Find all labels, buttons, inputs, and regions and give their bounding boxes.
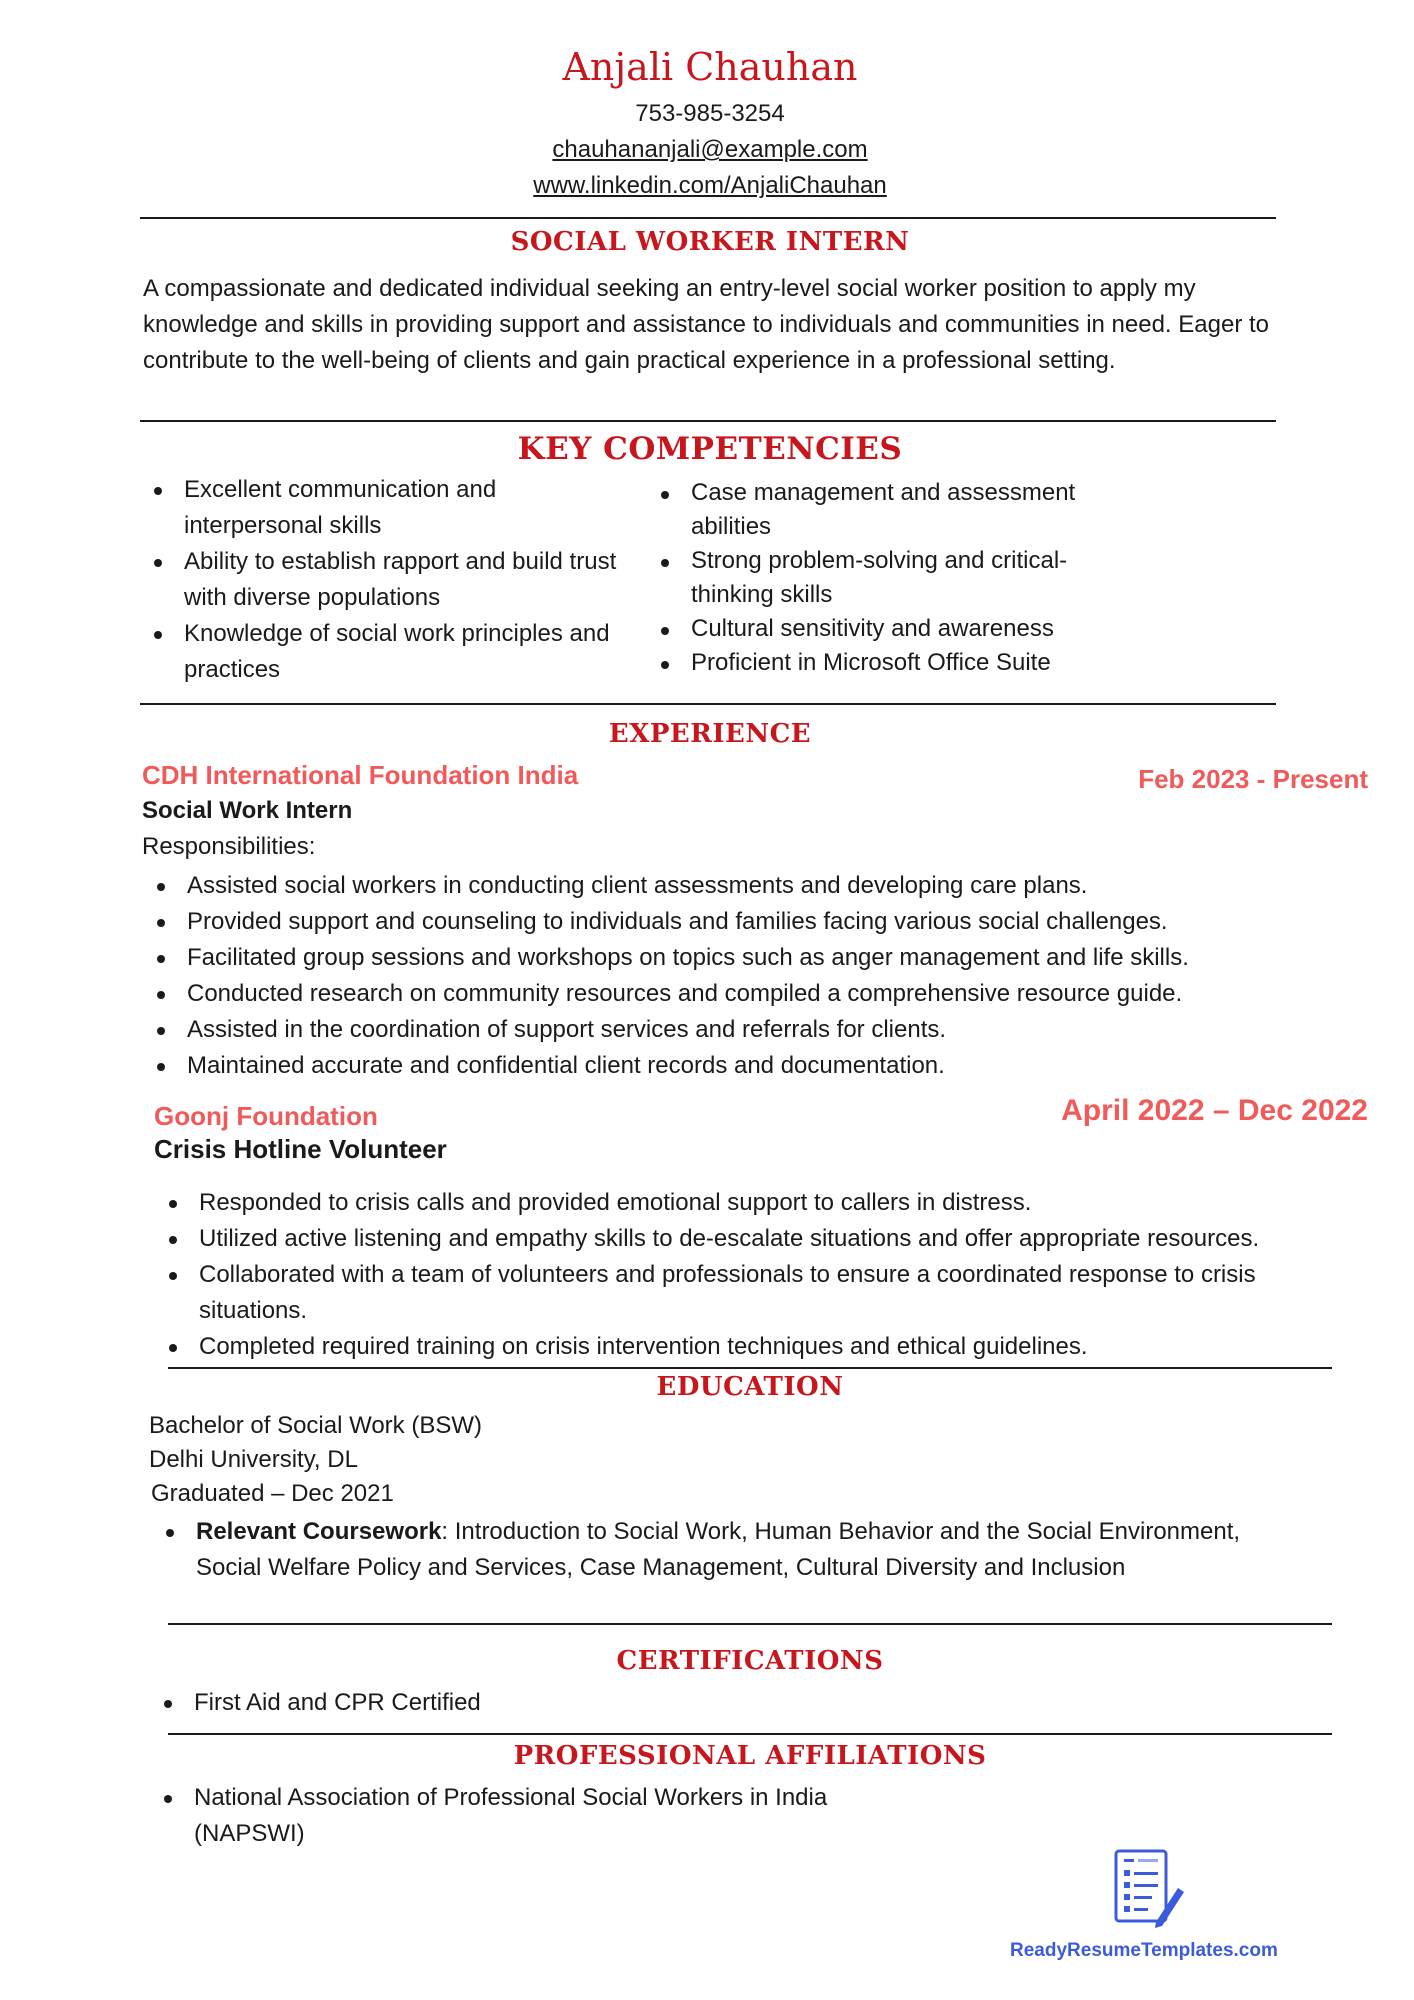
competencies-right-list xyxy=(647,476,1117,680)
list-item: Facilitated group sessions and workshops on topics such as anger management and life skills. xyxy=(143,940,1303,976)
competencies-title: KEY COMPETENCIES xyxy=(517,431,903,467)
job-org: Goonj Foundation xyxy=(154,1101,378,1131)
list-item: Ability to establish rapport and build trust with diverse populations xyxy=(140,544,620,616)
affiliations-title: PROFESSIONAL AFFILIATIONS xyxy=(513,1741,987,1771)
list-item: First Aid and CPR Certified xyxy=(150,1685,1050,1721)
affiliations-list xyxy=(150,1780,910,1852)
coursework-text: : Introduction to Social Work, Human Behavior and the Social Environment, Social Welfare Policy and Services, Case Management, Cultural Diversity and Inclusion xyxy=(196,1518,1241,1581)
list-item: National Association of Professional Social Workers in India (NAPSWI) xyxy=(150,1780,910,1852)
job-role: Social Work Intern xyxy=(142,797,353,824)
list-item: Conducted research on community resources and compiled a comprehensive resource guide. xyxy=(143,976,1303,1012)
divider xyxy=(140,217,1276,219)
list-item xyxy=(152,1514,1264,1586)
job-intro: Responsibilities: xyxy=(142,833,316,860)
list-item: Case management and assessment abilities xyxy=(647,476,1117,544)
coursework-list xyxy=(152,1514,1264,1586)
divider xyxy=(140,703,1276,705)
objective-text: A compassionate and dedicated individual seeking an entry-level social worker position to apply my knowledge and skills in providing support and assistance to individuals and communities in need. Eager to contribute to the well-being of clients and gain practical experience in a professional setting. xyxy=(143,275,1269,374)
job-dates: Feb 2023 - Present xyxy=(1138,764,1368,794)
job-org: CDH International Foundation India xyxy=(142,760,579,790)
list-item: Responded to crisis calls and provided emotional support to callers in distress. xyxy=(155,1185,1367,1221)
email-link[interactable]: chauhananjali@example.com xyxy=(552,136,868,163)
divider xyxy=(168,1623,1332,1625)
certifications-list xyxy=(150,1685,1050,1721)
list-item: Provided support and counseling to individuals and families facing various social challenges. xyxy=(143,904,1303,940)
resume-document-icon xyxy=(1112,1848,1186,1932)
list-item: Assisted social workers in conducting client assessments and developing care plans. xyxy=(143,868,1303,904)
job-bullets xyxy=(143,868,1303,1084)
divider xyxy=(168,1733,1332,1735)
education-school: Delhi University, DL xyxy=(149,1446,358,1473)
job-role: Crisis Hotline Volunteer xyxy=(154,1134,447,1164)
list-item: Excellent communication and interpersonal skills xyxy=(140,472,620,544)
list-item: Strong problem-solving and critical-thinking skills xyxy=(647,544,1117,612)
education-title: EDUCATION xyxy=(656,1372,844,1402)
list-item: Assisted in the coordination of support services and referrals for clients. xyxy=(143,1012,1303,1048)
brand-website[interactable]: ReadyResumeTemplates.com xyxy=(1010,1940,1278,1961)
candidate-name: Anjali Chauhan xyxy=(562,45,858,89)
objective-title: SOCIAL WORKER INTERN xyxy=(510,227,910,257)
experience-title: EXPERIENCE xyxy=(608,719,812,749)
certifications-title: CERTIFICATIONS xyxy=(616,1646,884,1676)
list-item: Maintained accurate and confidential client records and documentation. xyxy=(143,1048,1303,1084)
coursework-label: Relevant Coursework xyxy=(196,1518,442,1545)
competencies-left-list xyxy=(140,472,620,688)
job-dates: April 2022 – Dec 2022 xyxy=(1061,1094,1368,1127)
list-item: Knowledge of social work principles and practices xyxy=(140,616,620,688)
list-item: Proficient in Microsoft Office Suite xyxy=(647,646,1117,680)
list-item: Completed required training on crisis intervention techniques and ethical guidelines. xyxy=(155,1329,1367,1365)
list-item: Cultural sensitivity and awareness xyxy=(647,612,1117,646)
education-graduated: Graduated – Dec 2021 xyxy=(151,1480,394,1507)
education-degree: Bachelor of Social Work (BSW) xyxy=(149,1412,482,1439)
list-item: Utilized active listening and empathy skills to de-escalate situations and offer appropriate resources. xyxy=(155,1221,1367,1257)
list-item: Collaborated with a team of volunteers and professionals to ensure a coordinated response to crisis situations. xyxy=(155,1257,1367,1329)
divider xyxy=(140,420,1276,422)
linkedin-link[interactable]: www.linkedin.com/AnjaliChauhan xyxy=(533,172,887,199)
phone-number: 753-985-3254 xyxy=(635,100,785,127)
job-bullets xyxy=(155,1185,1367,1365)
